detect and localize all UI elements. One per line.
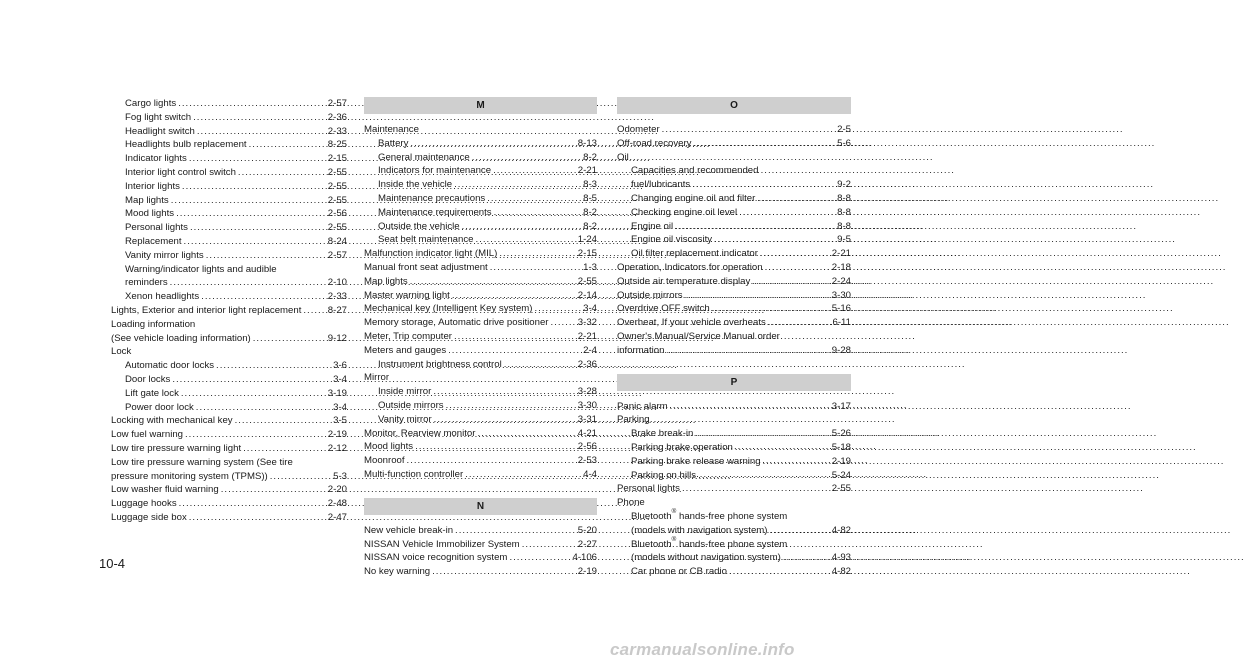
index-entry: Map lights ..... 2-55 (111, 194, 347, 208)
index-entry: Interior light control switch ..... 2-55 (111, 166, 347, 180)
index-entry: Indicator lights ..... 2-15 (111, 152, 347, 166)
index-entry: Master warning light ..... 2-14 (364, 289, 597, 303)
index-entry: reminders ..... 2-10 (111, 276, 347, 290)
index-entry: (models without navigation system) ..... 4-93 (617, 551, 851, 565)
index-entry: Parking (617, 414, 650, 426)
index-entry: Luggage hooks ..... 2-48 (111, 497, 347, 511)
index-entry: Locking with mechanical key ..... 3-5 (111, 414, 347, 428)
index-entry: Lock (111, 346, 132, 358)
index-entry: Headlights bulb replacement ..... 8-25 (111, 138, 347, 152)
index-entry: Off-road recovery ..... 5-6 (617, 137, 851, 151)
index-entry: Maintenance (364, 124, 419, 135)
index-entry: Overheat, If your vehicle overheats ..... 6-11 (617, 316, 851, 330)
index-entry: Headlight switch ..... 2-33 (111, 125, 347, 139)
index-entry: Seat belt maintenance ..... 1-24 (364, 233, 597, 247)
index-entry: Odometer ..... 2-5 (617, 123, 851, 137)
index-entry: Phone (617, 497, 645, 509)
index-entry: Inside mirror ..... 3-28 (364, 385, 597, 399)
index-entry: Interior lights ..... 2-55 (111, 180, 347, 194)
index-entry: Outside the vehicle ..... 8-2 (364, 220, 597, 234)
index-column-3 (617, 97, 851, 579)
index-entry: Parking brake release warning ..... 2-19 (617, 455, 851, 469)
index-entry: Overdrive OFF switch ..... 5-16 (617, 302, 851, 316)
index-entry: Manual front seat adjustment ..... 1-3 (364, 261, 597, 275)
index-entry: Capacities and recommended (631, 165, 759, 177)
index-entry: Low fuel warning ..... 2-19 (111, 428, 347, 442)
index-entry: Multi-function controller ..... 4-4 (364, 468, 597, 482)
index-entry: New vehicle break-in ..... 5-20 (364, 524, 597, 538)
index-entry: Oil (617, 151, 629, 163)
section-header-p: P (617, 374, 851, 391)
index-entry: Owner's Manual/Service Manual order (617, 330, 780, 342)
index-entry: (See vehicle loading information) ..... 9-12 (111, 332, 347, 346)
index-entry: Parking on hills ..... 5-24 (617, 469, 851, 483)
index-entry: Operation, Indicators for operation ..... 2-18 (617, 261, 851, 275)
section-header-n: N (364, 498, 597, 515)
index-entry: Lights, Exterior and interior light replacement ..... 8-27 (111, 304, 347, 318)
index-entry: Personal lights ..... 2-55 (111, 221, 347, 235)
index-entry: Map lights ..... 2-55 (364, 275, 597, 289)
index-entry: Low tire pressure warning system (See tire (111, 456, 293, 468)
index-entry: fuel/lubricants ..... 9-2 (617, 178, 851, 192)
index-entry: Car phone or CB radio ..... 4-82 (617, 565, 851, 579)
index-entry: Panic alarm ..... 3-17 (617, 400, 851, 414)
index-entry: Parking brake operation ..... 5-18 (617, 441, 851, 455)
index-column-1 (111, 97, 347, 525)
index-entry: Malfunction indicator light (MIL) ..... 2-15 (364, 247, 597, 261)
index-entry: Cargo lights ..... 2-57 (111, 97, 347, 111)
index-entry: Vanity mirror ..... 3-31 (364, 413, 597, 427)
index-entry: Inside the vehicle ..... 8-3 (364, 178, 597, 192)
index-entry: Maintenance requirements ..... 8-2 (364, 206, 597, 220)
index-entry: Warning/indicator lights and audible (125, 263, 277, 275)
index-entry: Luggage side box ..... 2-47 (111, 511, 347, 525)
index-entry: Indicators for maintenance ..... 2-21 (364, 164, 597, 178)
index-entry: Low washer fluid warning ..... 2-20 (111, 483, 347, 497)
index-entry: Lift gate lock ..... 3-19 (111, 387, 347, 401)
index-entry: Fog light switch ..... 2-36 (111, 111, 347, 125)
index-entry: Mirror (364, 372, 390, 384)
index-column-2 (364, 97, 597, 579)
index-entry: Door locks ..... 3-4 (111, 373, 347, 387)
index-entry: No key warning ..... 2-19 (364, 565, 597, 579)
section-header-o: O (617, 97, 851, 114)
index-entry: Meters and gauges ..... 2-4 (364, 344, 597, 358)
index-entry: Power door lock ..... 3-4 (111, 401, 347, 415)
index-entry: Bluetooth® hands-free phone system (631, 535, 788, 550)
index-entry: Battery ..... 8-13 (364, 137, 597, 151)
index-entry: Engine oil ..... 8-8 (617, 220, 851, 234)
index-entry: Engine oil viscosity ..... 9-5 (617, 233, 851, 247)
watermark: carmanualsonline.info (610, 640, 795, 659)
index-entry: Memory storage, Automatic drive positioner ..... 3-32 (364, 316, 597, 330)
index-entry: Instrument brightness control ..... 2-36 (364, 358, 597, 372)
index-entry: Mood lights ..... 2-56 (111, 207, 347, 221)
index-entry: pressure monitoring system (TPMS)) ..... 5-3 (111, 470, 347, 484)
index-entry: Maintenance precautions ..... 8-5 (364, 192, 597, 206)
index-entry: Personal lights ..... 2-55 (617, 482, 851, 496)
index-entry: Loading information (111, 318, 196, 330)
index-entry: Moonroof ..... 2-53 (364, 454, 597, 468)
page-number: 10-4 (99, 556, 126, 571)
index-entry: Oil filter replacement indicator ..... 2-21 (617, 247, 851, 261)
index-entry: Outside air temperature display ..... 2-24 (617, 275, 851, 289)
index-entry: Outside mirrors ..... 3-30 (364, 399, 597, 413)
index-entry: General maintenance ..... 8-2 (364, 151, 597, 165)
index-entry: Checking engine oil level ..... 8-8 (617, 206, 851, 220)
index-entry: NISSAN Vehicle Immobilizer System ..... 2-27 (364, 538, 597, 552)
index-entry: Meter, Trip computer ..... 2-21 (364, 330, 597, 344)
index-entry: Monitor, Rearview monitor ..... 4-21 (364, 427, 597, 441)
index-entry: Bluetooth® hands-free phone system (631, 507, 788, 522)
index-entry: Mood lights ..... 2-56 (364, 440, 597, 454)
index-entry: NISSAN voice recognition system ..... 4-106 (364, 551, 597, 565)
index-entry: Vanity mirror lights ..... 2-57 (111, 249, 347, 263)
index-entry: (models with navigation system) ..... 4-82 (617, 524, 851, 538)
index-entry: Brake break-in ..... 5-26 (617, 427, 851, 441)
index-entry: Outside mirrors ..... 3-30 (617, 289, 851, 303)
index-entry: Xenon headlights ..... 2-33 (111, 290, 347, 304)
index-entry: Automatic door locks ..... 3-6 (111, 359, 347, 373)
index-entry: Changing engine oil and filter ..... 8-8 (617, 192, 851, 206)
index-entry: information ..... 9-28 (617, 344, 851, 358)
index-entry: Low tire pressure warning light ..... 2-12 (111, 442, 347, 456)
index-entry: Replacement ..... 8-24 (111, 235, 347, 249)
section-header-m: M (364, 97, 597, 114)
index-entry: Mechanical key (Intelligent Key system) ..... 3-4 (364, 302, 597, 316)
